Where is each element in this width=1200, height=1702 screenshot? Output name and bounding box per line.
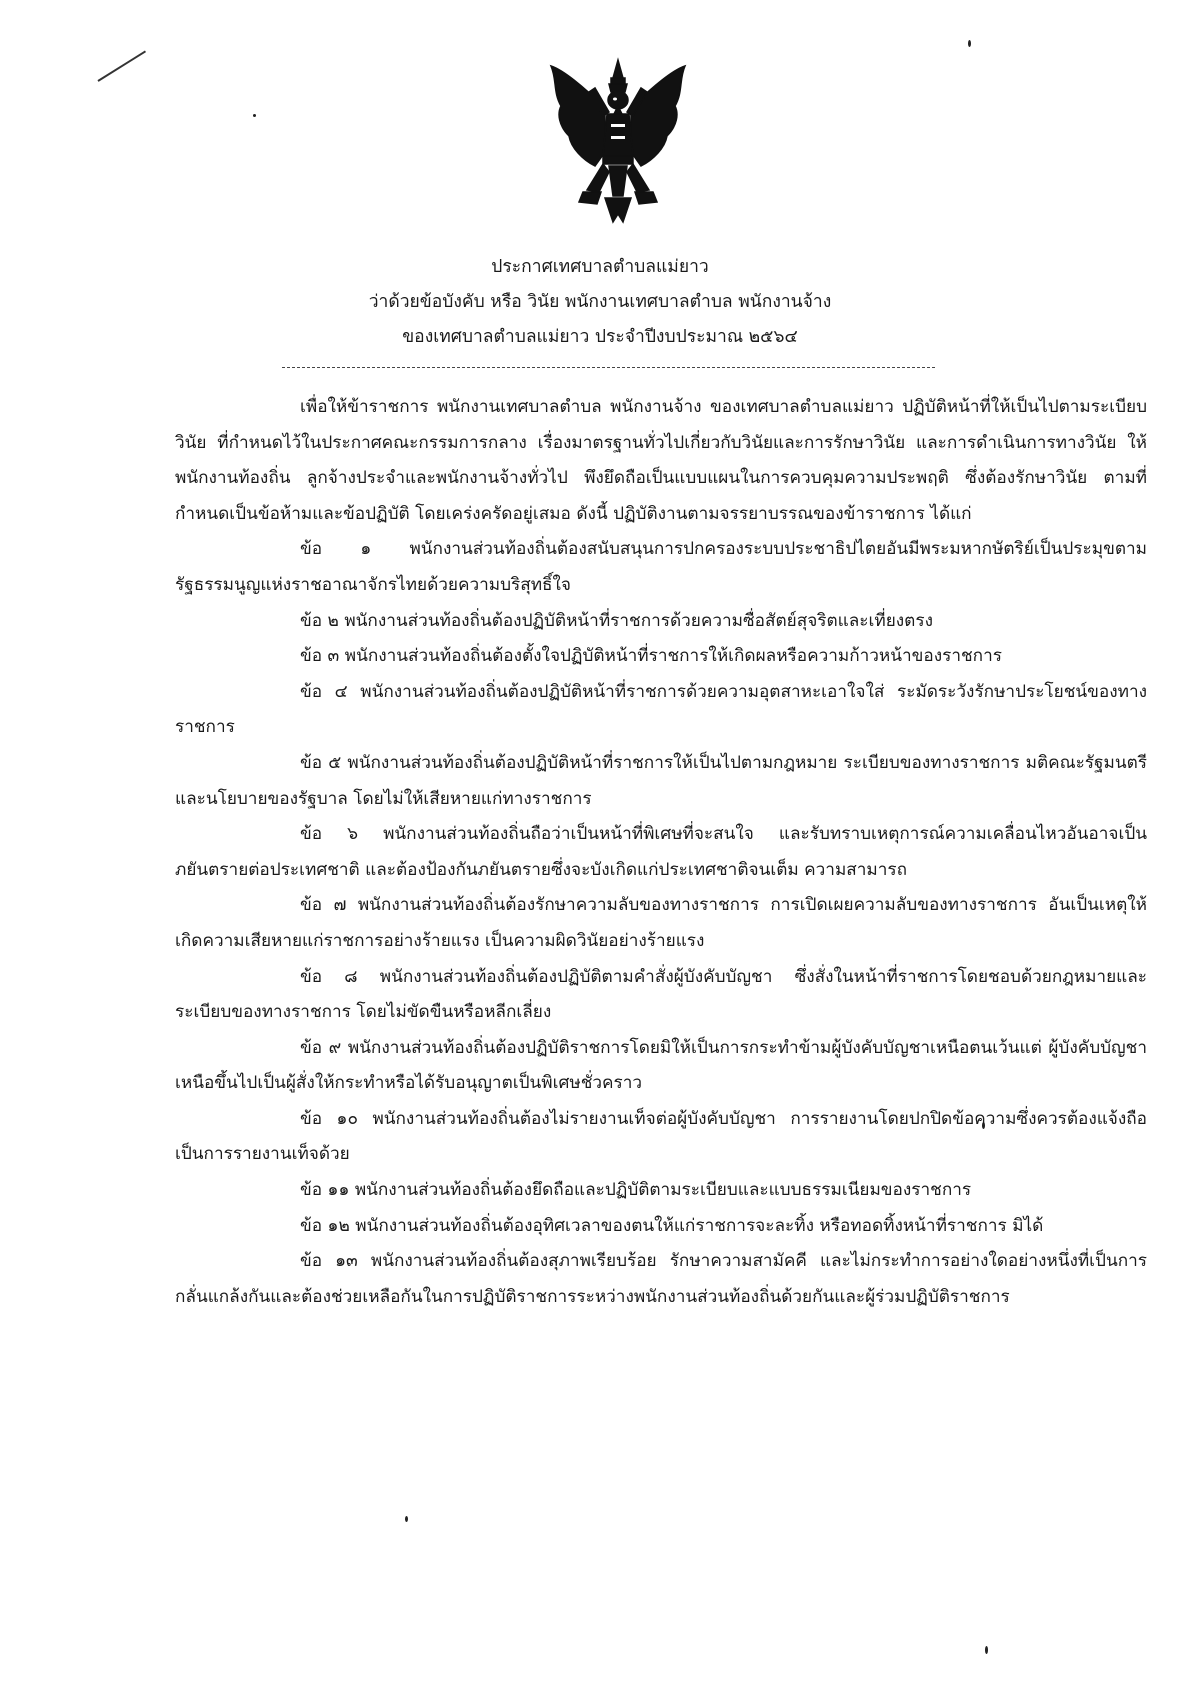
scan-scratch-mark bbox=[97, 50, 146, 81]
header-subject: ว่าด้วยข้อบังคับ หรือ วินัย พนักงานเทศบาลตำบล พนักงานจ้าง bbox=[368, 292, 832, 312]
article-10: ข้อ ๑๐ พนักงานส่วนท้องถิ่นต้องไม่รายงานเท็จต่อผู้บังคับบัญชา การรายงานโดยปกปิดข้อความซึ่งควรต้องแจ้งถือเป็นการรายงานเท็จด้วย bbox=[175, 1108, 1147, 1165]
scan-speck bbox=[405, 1516, 408, 1522]
article-7: ข้อ ๗ พนักงานส่วนท้องถิ่นต้องรักษาความลับของทางราชการ การเปิดเผยความลับของทางราชการ อันเป็นเหตุให้เกิดความเสียหายแก่ราชการอย่างร้ายแรง เป็นความผิดวินัยอย่างร้ายแรง bbox=[175, 895, 1147, 951]
header-title: ประกาศเทศบาลตำบลแม่ยาว bbox=[491, 257, 709, 277]
intro-paragraph: เพื่อให้ข้าราชการ พนักงานเทศบาลตำบล พนักงานจ้าง ของเทศบาลตำบลแม่ยาว ปฏิบัติหน้าที่ให้เป็นไปตามระเบียบวินัย ที่กำหนดไว้ในประกาศคณะกรรมการกลาง เรื่องมาตรฐานทั่วไปเกี่ยวกับวินัยและการรักษาวินัย และการดำเนินการทางวินัย ให้พนักงานท้องถิ่น ลูกจ้างประจำและพนักงานจ้างทั่วไป พึงยึดถือเป็นแบบแผนในการควบคุมความประพฤติ ซึ่งต้องรักษาวินัย ตามที่กำหนดเป็นข้อห้ามและข้อปฏิบัติ โดยเคร่งครัดอยู่เสมอ ดังนี้ ปฏิบัติงานตามจรรยาบรรณของข้าราชการ ได้แก่ bbox=[175, 397, 1147, 524]
document-header bbox=[0, 250, 1200, 355]
article-6: ข้อ ๖ พนักงานส่วนท้องถิ่นถือว่าเป็นหน้าที่พิเศษที่จะสนใจ และรับทราบเหตุการณ์ความเคลื่อนไหวอันอาจเป็นภยันตรายต่อประเทศชาติ และต้องป้องกันภยันตรายซึ่งจะบังเกิดแก่ประเทศชาติจนเต็ม ความสามารถ bbox=[175, 824, 1147, 880]
garuda-emblem-icon bbox=[543, 56, 693, 226]
header-divider bbox=[282, 367, 935, 368]
article-2: ข้อ ๒ พนักงานส่วนท้องถิ่นต้องปฏิบัติหน้าที่ราชการด้วยความซื่อสัตย์สุจริตและเที่ยงตรง bbox=[300, 610, 933, 631]
article-12: ข้อ ๑๒ พนักงานส่วนท้องถิ่นต้องอุทิศเวลาของตนให้แก่ราชการจะละทิ้ง หรือทอดทิ้งหน้าที่ราชการ มิได้ bbox=[300, 1215, 1044, 1236]
article-1: ข้อ ๑ พนักงานส่วนท้องถิ่นต้องสนับสนุนการปกครองระบบประชาธิปไตยอันมีพระมหากษัตริย์เป็นประมุขตามรัฐธรรมนูญแห่งราชอาณาจักรไทยด้วยความบริสุทธิ์ใจ bbox=[175, 539, 1147, 595]
header-fiscal-year: ของเทศบาลตำบลแม่ยาว ประจำปีงบประมาณ ๒๕๖๔ bbox=[402, 327, 798, 347]
scan-speck bbox=[985, 1646, 988, 1654]
scan-speck bbox=[968, 40, 971, 47]
article-11: ข้อ ๑๑ พนักงานส่วนท้องถิ่นต้องยึดถือและปฏิบัติตามระเบียบและแบบธรรมเนียมของราชการ bbox=[300, 1180, 972, 1201]
document-body bbox=[175, 390, 1147, 1315]
article-4: ข้อ ๔ พนักงานส่วนท้องถิ่นต้องปฏิบัติหน้าที่ราชการด้วยความอุตสาหะเอาใจใส่ ระมัดระวังรักษาประโยชน์ของทางราชการ bbox=[175, 681, 1147, 738]
article-9: ข้อ ๙ พนักงานส่วนท้องถิ่นต้องปฏิบัติราชการโดยมิให้เป็นการกระทำข้ามผู้บังคับบัญชาเหนือตนเว้นแต่ ผู้บังคับบัญชาเหนือขึ้นไปเป็นผู้สั่งให้กระทำหรือได้รับอนุญาตเป็นพิเศษชั่วคราว bbox=[175, 1037, 1147, 1094]
article-5: ข้อ ๕ พนักงานส่วนท้องถิ่นต้องปฏิบัติหน้าที่ราชการให้เป็นไปตามกฎหมาย ระเบียบของทางราชการ มติคณะรัฐมนตรี และนโยบายของรัฐบาล โดยไม่ให้เสียหายแก่ทางราชการ bbox=[175, 752, 1147, 809]
article-8: ข้อ ๘ พนักงานส่วนท้องถิ่นต้องปฏิบัติตามคำสั่งผู้บังคับบัญชา ซึ่งสั่งในหน้าที่ราชการโดยชอบด้วยกฎหมายและระเบียบของทางราชการ โดยไม่ขัดขืนหรือหลีกเลี่ยง bbox=[175, 966, 1147, 1023]
article-3: ข้อ ๓ พนักงานส่วนท้องถิ่นต้องตั้งใจปฏิบัติหน้าที่ราชการให้เกิดผลหรือความก้าวหน้าของราชการ bbox=[300, 646, 1002, 667]
article-13: ข้อ ๑๓ พนักงานส่วนท้องถิ่นต้องสุภาพเรียบร้อย รักษาความสามัคคี และไม่กระทำการอย่างใดอย่างหนึ่งที่เป็นการกลั่นแกล้งกันและต้องช่วยเหลือกันในการปฏิบัติราชการระหว่างพนักงานส่วนท้องถิ่นด้วยกันและผู้ร่วมปฏิบัติราชการ bbox=[175, 1251, 1147, 1307]
scan-speck bbox=[253, 114, 256, 117]
